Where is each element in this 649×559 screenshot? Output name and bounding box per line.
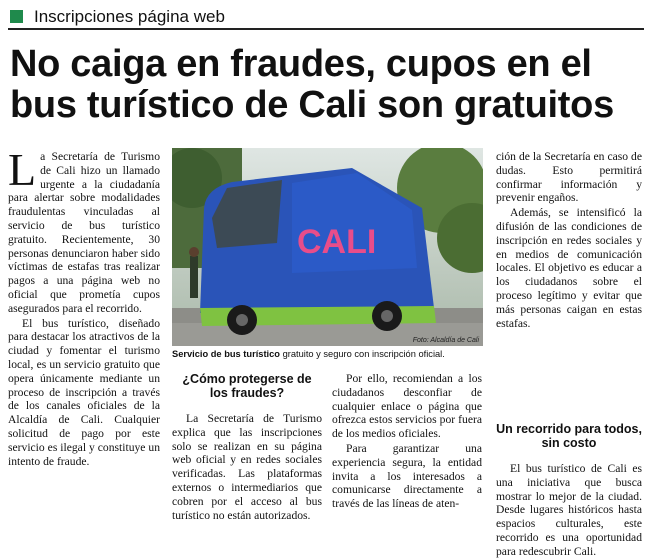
- headline: [10, 44, 642, 126]
- photo-credit: Foto: Alcaldía de Cali: [412, 337, 479, 344]
- headline-line-1: No caiga en fraudes, cupos en el: [10, 43, 592, 85]
- section-marker-icon: [10, 10, 23, 23]
- caption-bold: Servicio de bus turístico: [172, 349, 280, 359]
- drop-cap: L: [8, 144, 37, 195]
- article-column-2: [172, 372, 322, 522]
- subhead-protection: ¿Cómo protegerse de los fraudes?: [182, 372, 312, 400]
- caption-text: gratuito y seguro con inscripción oficial.: [279, 349, 445, 359]
- paragraph: La Secretaría de Turismo explica que las inscripciones solo se realizan en su página web oficial y en redes sociales verificadas. Las plataformas externos o intermediarios que cobren por el acceso al bus turístico no están autorizados.: [172, 412, 322, 522]
- headline-line-2: bus turístico de Cali son gratuitos: [10, 84, 614, 126]
- svg-text:CALI: CALI: [297, 223, 377, 261]
- paragraph: Por ello, recomiendan a los ciudadanos desconfiar de cualquier enlace o página que ofrezca estos servicios por fuera de los medios oficiales.: [332, 372, 482, 441]
- article-column-4-lower: [496, 422, 642, 559]
- article-column-1: [8, 144, 160, 468]
- section-label: Inscripciones página web: [34, 7, 225, 26]
- paragraph: ción de la Secretaría en caso de dudas. Esto permitirá confirmar información y prevenir engaños.: [496, 150, 642, 205]
- paragraph: Para garantizar una experiencia segura, la entidad invita a los interesados a comunicarse directamente a través de las líneas de aten-: [332, 441, 482, 511]
- bus-photo: [172, 148, 483, 346]
- section-header: [8, 6, 644, 30]
- bus-illustration: [172, 148, 483, 346]
- subhead-tour: Un recorrido para todos, sin costo: [496, 422, 642, 450]
- paragraph: El bus turístico de Cali es una iniciativa que busca mostrar lo mejor de la ciudad. Desde lugares históricos hasta espacios culturales, este recorrido es una oportunidad para redescubrir Cali.: [496, 462, 642, 558]
- article-column-4: [496, 150, 642, 330]
- paragraph: Además, se intensificó la difusión de las condiciones de inscripción en redes sociales y en medios de comunicación locales. El objetivo es educar a los ciudadanos sobre el proceso legítimo y evitar que más personas caigan en estas estafas.: [496, 206, 642, 330]
- paragraph-intro: La Secretaría de Turismo de Cali hizo un llamado urgente a la ciudadanía para alertar sobre modalidades fraudulentas vinculadas al servicio de bus turístico gratuito. Recientemente, 30 personas denunciaron haber sido víctimas de estafas tras realizar pagos a una página web no oficial que prometía cupos asegurados para el recorrido.: [8, 144, 160, 315]
- article-column-3: [332, 372, 482, 511]
- photo-caption: [172, 348, 492, 360]
- paragraph: El bus turístico, diseñado para destacar los atractivos de la ciudad y fomentar el turismo local, es un servicio gratuito que opera únicamente mediante un proceso de inscripción a través de los canales oficiales de la Alcaldía de Cali. Cualquier solicitud de pago por este servicio es ilegal y constituye un intento de fraude.: [8, 316, 160, 468]
